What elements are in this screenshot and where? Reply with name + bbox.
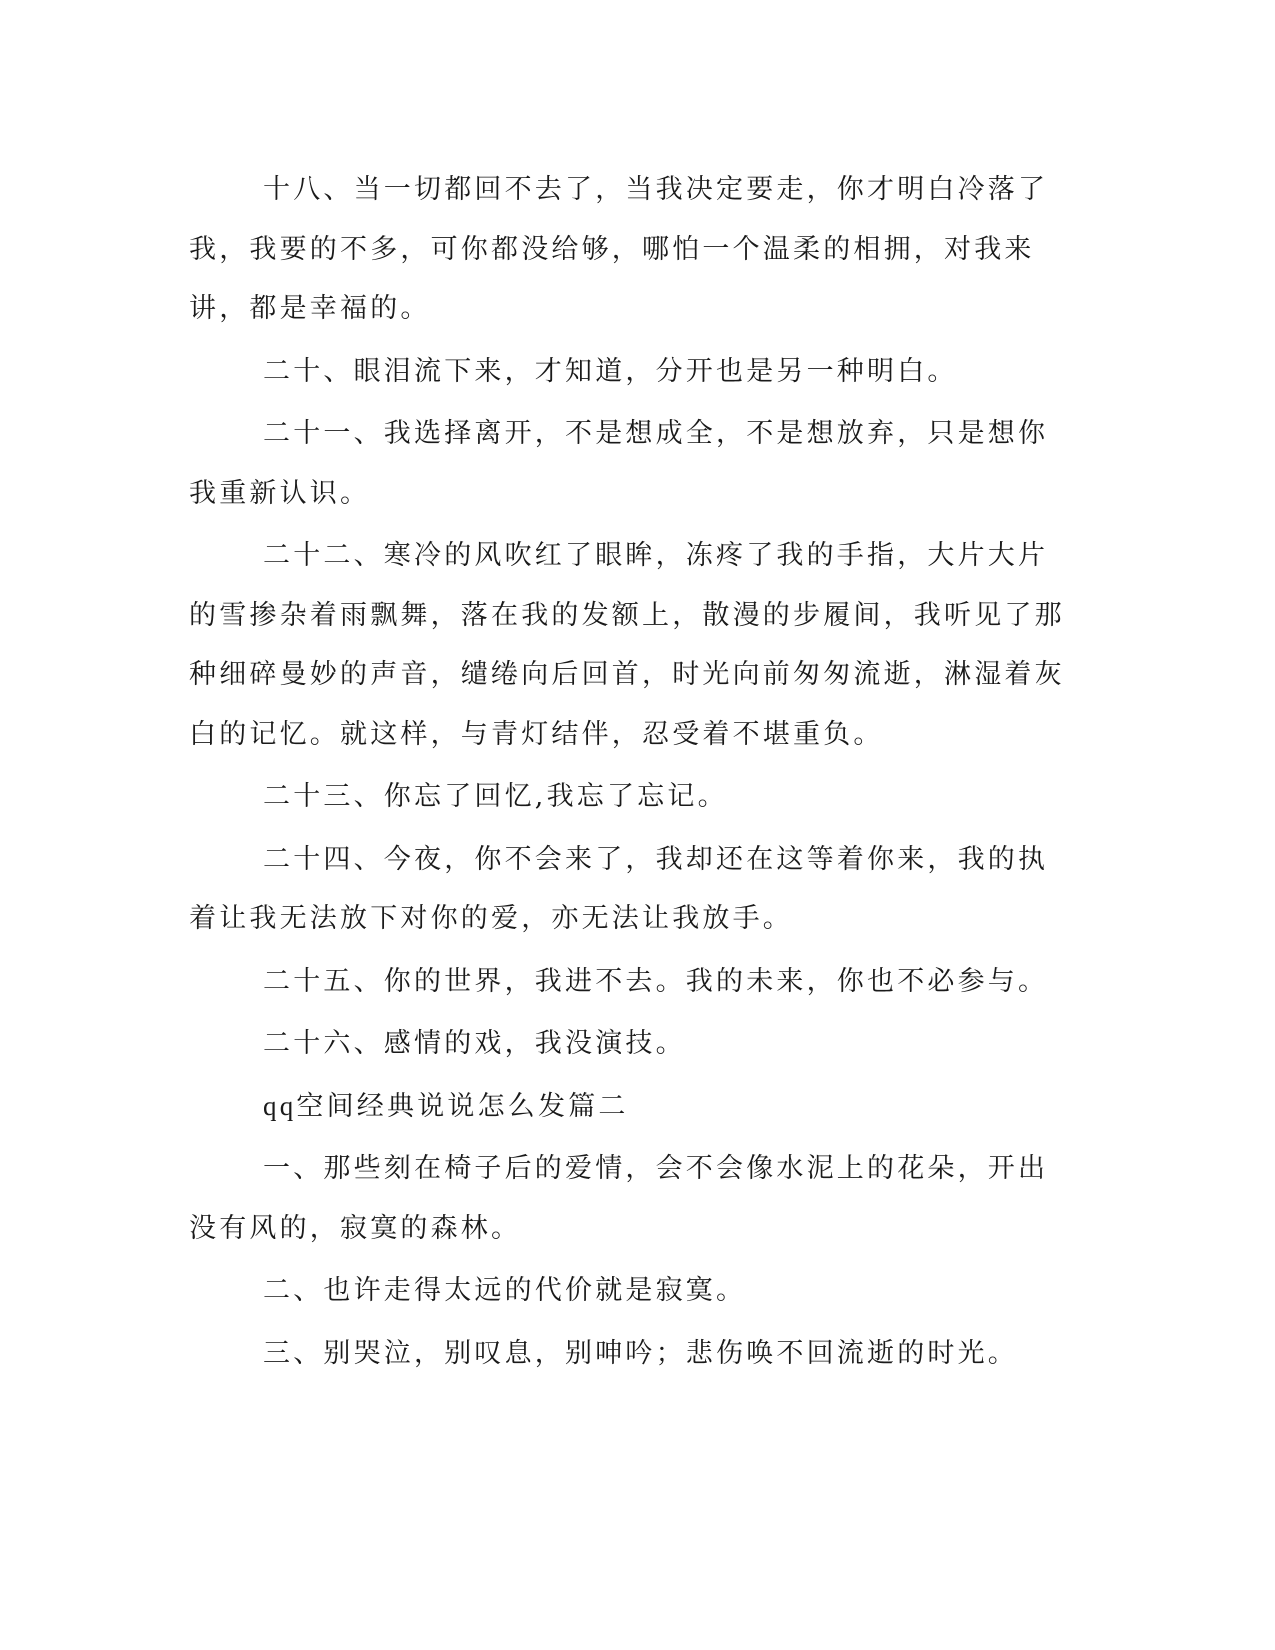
paragraph-22: 二十二、寒冷的风吹红了眼眸，冻疼了我的手指，大片大片的雪掺杂着雨飘舞，落在我的发额上，散漫的步履间，我听见了那种细碎曼妙的声音，缱绻向后回首，时光向前匆匆流逝，淋湿着灰白的记忆。就这样，与青灯结伴，忍受着不堪重负。 bbox=[189, 540, 1065, 750]
paragraph-18: 十八、当一切都回不去了，当我决定要走，你才明白冷落了我，我要的不多，可你都没给够，哪怕一个温柔的相拥，对我来讲，都是幸福的。 bbox=[189, 174, 1049, 324]
paragraph-21: 二十一、我选择离开，不是想成全，不是想放弃，只是想你我重新认识。 bbox=[189, 418, 1049, 509]
section-heading: qq空间经典说说怎么发篇二 bbox=[263, 1090, 629, 1121]
paragraph-23: 二十三、你忘了回忆,我忘了忘记。 bbox=[263, 781, 728, 812]
paragraph-25: 二十五、你的世界，我进不去。我的未来，你也不必参与。 bbox=[263, 965, 1049, 997]
paragraph-26: 二十六、感情的戏，我没演技。 bbox=[263, 1028, 686, 1059]
paragraph-24: 二十四、今夜，你不会来了，我却还在这等着你来，我的执着让我无法放下对你的爱，亦无法让我放手。 bbox=[189, 843, 1049, 934]
paragraph-3: 三、别哭泣，别叹息，别呻吟；悲伤唤不回流逝的时光。 bbox=[263, 1337, 1018, 1369]
document-body bbox=[189, 160, 1077, 1386]
paragraph-20: 二十、眼泪流下来，才知道，分开也是另一种明白。 bbox=[263, 355, 958, 387]
paragraph-2: 二、也许走得太远的代价就是寂寞。 bbox=[263, 1275, 747, 1306]
paragraph-1: 一、那些刻在椅子后的爱情，会不会像水泥上的花朵，开出没有风的，寂寞的森林。 bbox=[189, 1153, 1049, 1244]
